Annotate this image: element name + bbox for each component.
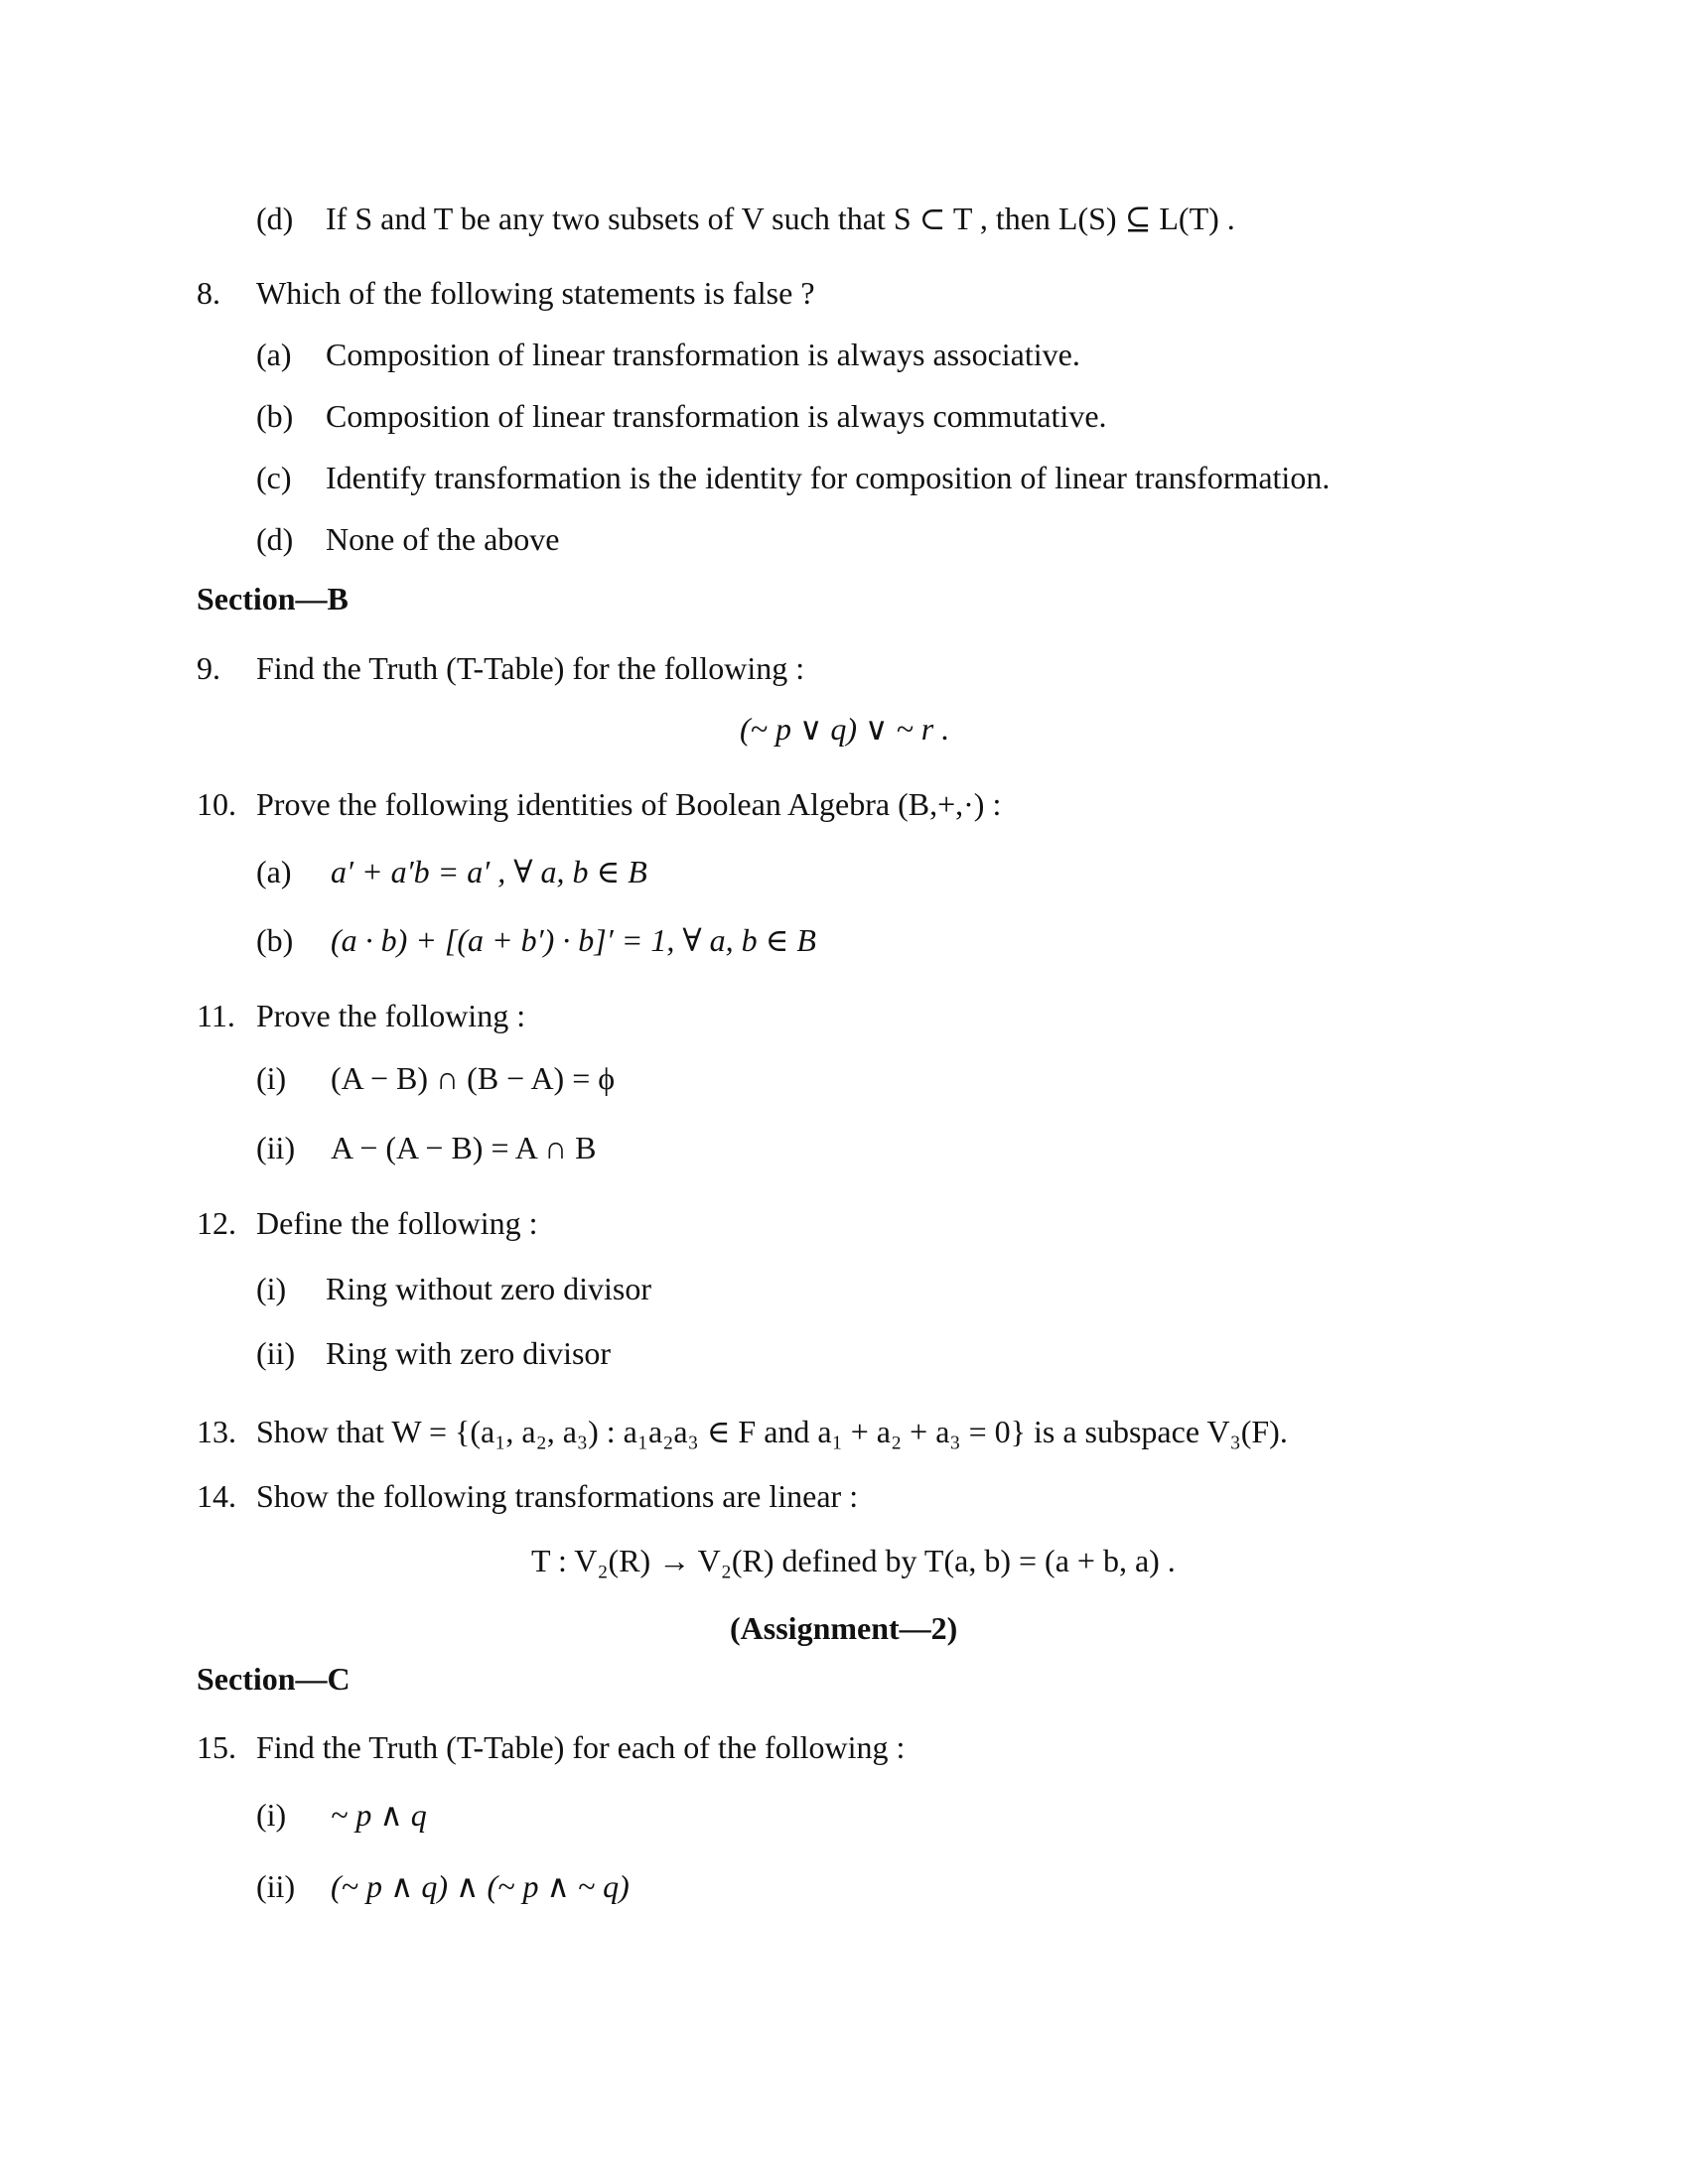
q11-option-ii-text: A − (A − B) = A ∩ B xyxy=(331,1130,597,1165)
q11-option-ii-label: (ii) xyxy=(256,1130,296,1165)
q14-expression: T : V₂(R) → V₂(R) defined by T(a, b) = (a + b, a) . xyxy=(531,1543,1176,1578)
q8-option-d-label: (d) xyxy=(256,521,294,557)
q8-option-c-label: (c) xyxy=(256,460,292,495)
q15-option-i-text: ~ p ∧ q xyxy=(331,1797,427,1833)
q9-number: 9. xyxy=(197,650,220,686)
q12-option-i-label: (i) xyxy=(256,1271,287,1306)
q11-number: 11. xyxy=(197,998,235,1033)
q7-option-d-label: (d) xyxy=(256,201,294,236)
q8-number: 8. xyxy=(197,275,220,311)
q15-number: 15. xyxy=(197,1729,236,1765)
q10-number: 10. xyxy=(197,786,236,822)
q15-question: Find the Truth (T-Table) for each of the following : xyxy=(256,1729,906,1765)
q12-option-i-text: Ring without zero divisor xyxy=(326,1271,651,1306)
assignment-2-heading: (Assignment—2) xyxy=(730,1610,958,1646)
q12-option-ii-text: Ring with zero divisor xyxy=(326,1335,612,1371)
q15-option-ii-text: (~ p ∧ q) ∧ (~ p ∧ ~ q) xyxy=(331,1868,630,1904)
q7-option-d-text: If S and T be any two subsets of V such that S ⊂ T , then L(S) ⊆ L(T) . xyxy=(326,201,1235,236)
q10-option-a-text: a′ + a′b = a′ , ∀ a, b ∈ B xyxy=(331,854,647,889)
q10-option-a-label: (a) xyxy=(256,854,292,889)
q15-option-ii-label: (ii) xyxy=(256,1868,296,1904)
q10-question: Prove the following identities of Boolean Algebra (B,+,·) : xyxy=(256,786,1002,822)
q13-number: 13. xyxy=(197,1414,236,1449)
q8-option-a-label: (a) xyxy=(256,337,292,372)
q8-option-b-label: (b) xyxy=(256,398,294,434)
q8-option-a-text: Composition of linear transformation is always associative. xyxy=(326,337,1080,372)
q10-option-b-text: (a · b) + [(a + b′) · b]′ = 1, ∀ a, b ∈ B xyxy=(331,922,816,958)
q14-question: Show the following transformations are linear : xyxy=(256,1478,859,1514)
q9-question: Find the Truth (T-Table) for the following : xyxy=(256,650,805,686)
q10-option-b-label: (b) xyxy=(256,922,294,958)
section-c-heading: Section—C xyxy=(197,1661,351,1697)
q8-option-b-text: Composition of linear transformation is always commutative. xyxy=(326,398,1107,434)
q12-number: 12. xyxy=(197,1205,236,1241)
q11-option-i-label: (i) xyxy=(256,1060,287,1096)
q15-option-i-label: (i) xyxy=(256,1797,287,1833)
q8-question: Which of the following statements is false ? xyxy=(256,275,815,311)
q8-option-c-text: Identify transformation is the identity for composition of linear transformation. xyxy=(326,460,1331,495)
q11-question: Prove the following : xyxy=(256,998,526,1033)
q9-expression: (~ p ∨ q) ∨ ~ r . xyxy=(740,711,950,747)
q14-number: 14. xyxy=(197,1478,236,1514)
section-b-heading: Section—B xyxy=(197,581,349,616)
q12-option-ii-label: (ii) xyxy=(256,1335,296,1371)
q13-text: Show that W = {(a₁, a₂, a₃) : a₁a₂a₃ ∈ F and a₁ + a₂ + a₃ = 0} is a subspace V₃(F). xyxy=(256,1414,1288,1449)
q8-option-d-text: None of the above xyxy=(326,521,560,557)
q12-question: Define the following : xyxy=(256,1205,538,1241)
q11-option-i-text: (A − B) ∩ (B − A) = ϕ xyxy=(331,1060,616,1096)
